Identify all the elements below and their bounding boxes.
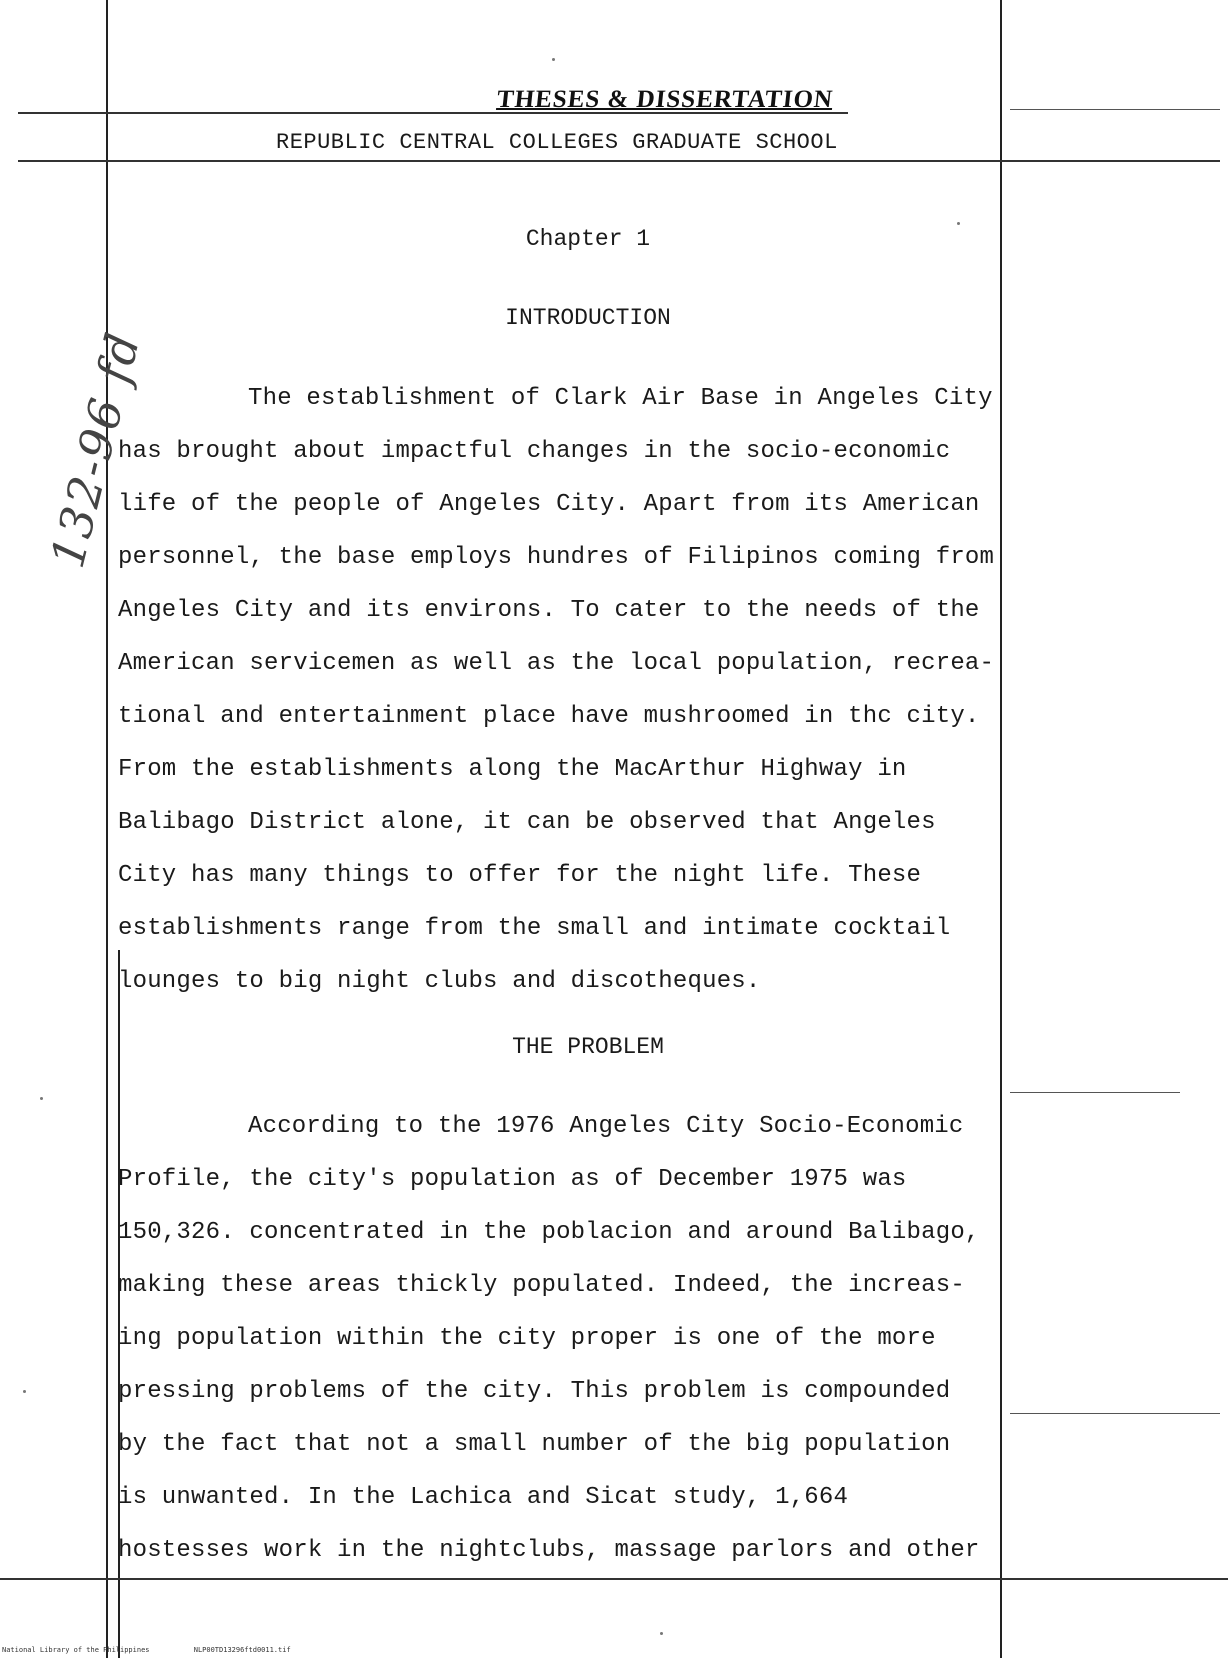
text-line: personnel, the base employs hundres of Filipinos coming from bbox=[118, 544, 995, 571]
text-line: From the establishments along the MacArthur Highway in bbox=[118, 756, 907, 783]
text-line: hostesses work in the nightclubs, massage parlors and other bbox=[118, 1537, 980, 1564]
scan-speck bbox=[660, 1632, 663, 1635]
header-rule-bottom bbox=[18, 160, 1220, 162]
scan-speck bbox=[552, 58, 555, 61]
introduction-paragraph bbox=[118, 372, 1063, 1008]
theses-stamp: THESES & DISSERTATION bbox=[495, 86, 835, 113]
header-rule-top-right bbox=[1010, 109, 1220, 110]
text-line: 150,326. concentrated in the poblacion and around Balibago, bbox=[118, 1219, 980, 1246]
scan-speck bbox=[40, 1097, 43, 1100]
text-line: The establishment of Clark Air Base in Angeles City bbox=[248, 385, 993, 412]
section-heading-problem: THE PROBLEM bbox=[512, 1034, 664, 1060]
footer-file-name: NLP00TD13296ftd0011.tif bbox=[193, 1646, 291, 1654]
text-line: is unwanted. In the Lachica and Sicat study, 1,664 bbox=[118, 1484, 849, 1511]
text-line: making these areas thickly populated. Indeed, the increas- bbox=[118, 1272, 965, 1299]
right-tab-rule-1 bbox=[1010, 1092, 1180, 1093]
text-line: Balibago District alone, it can be observed that Angeles bbox=[118, 809, 936, 836]
footer-rule bbox=[0, 1578, 1228, 1580]
text-line: According to the 1976 Angeles City Socio-Economic bbox=[248, 1113, 964, 1140]
text-line: Profile, the city's population as of December 1975 was bbox=[118, 1166, 907, 1193]
scan-speck bbox=[23, 1390, 26, 1393]
text-line: by the fact that not a small number of the big population bbox=[118, 1431, 951, 1458]
text-line: tional and entertainment place have mushroomed in thc city. bbox=[118, 703, 980, 730]
scan-footer bbox=[2, 1646, 331, 1654]
text-line: American servicemen as well as the local population, recrea- bbox=[118, 650, 995, 677]
text-line: Angeles City and its environs. To cater to the needs of the bbox=[118, 597, 980, 624]
footer-library-name: National Library of the Philippines bbox=[2, 1646, 150, 1654]
handwritten-margin-note: 132-96 fd bbox=[40, 326, 151, 574]
left-margin-rule bbox=[106, 0, 108, 1658]
text-line: establishments range from the small and intimate cocktail bbox=[118, 915, 951, 942]
problem-paragraph bbox=[118, 1100, 1063, 1577]
institution-header: REPUBLIC CENTRAL COLLEGES GRADUATE SCHOOL bbox=[276, 130, 838, 155]
text-line: lounges to big night clubs and discotheques. bbox=[118, 968, 761, 995]
text-line: pressing problems of the city. This problem is compounded bbox=[118, 1378, 951, 1405]
text-line: City has many things to offer for the night life. These bbox=[118, 862, 922, 889]
text-line: has brought about impactful changes in the socio-economic bbox=[118, 438, 951, 465]
chapter-heading: Chapter 1 bbox=[525, 226, 651, 252]
section-heading-introduction: INTRODUCTION bbox=[505, 305, 671, 331]
scan-speck bbox=[957, 222, 960, 225]
text-line: life of the people of Angeles City. Apart from its American bbox=[118, 491, 980, 518]
text-line: ing population within the city proper is one of the more bbox=[118, 1325, 936, 1352]
